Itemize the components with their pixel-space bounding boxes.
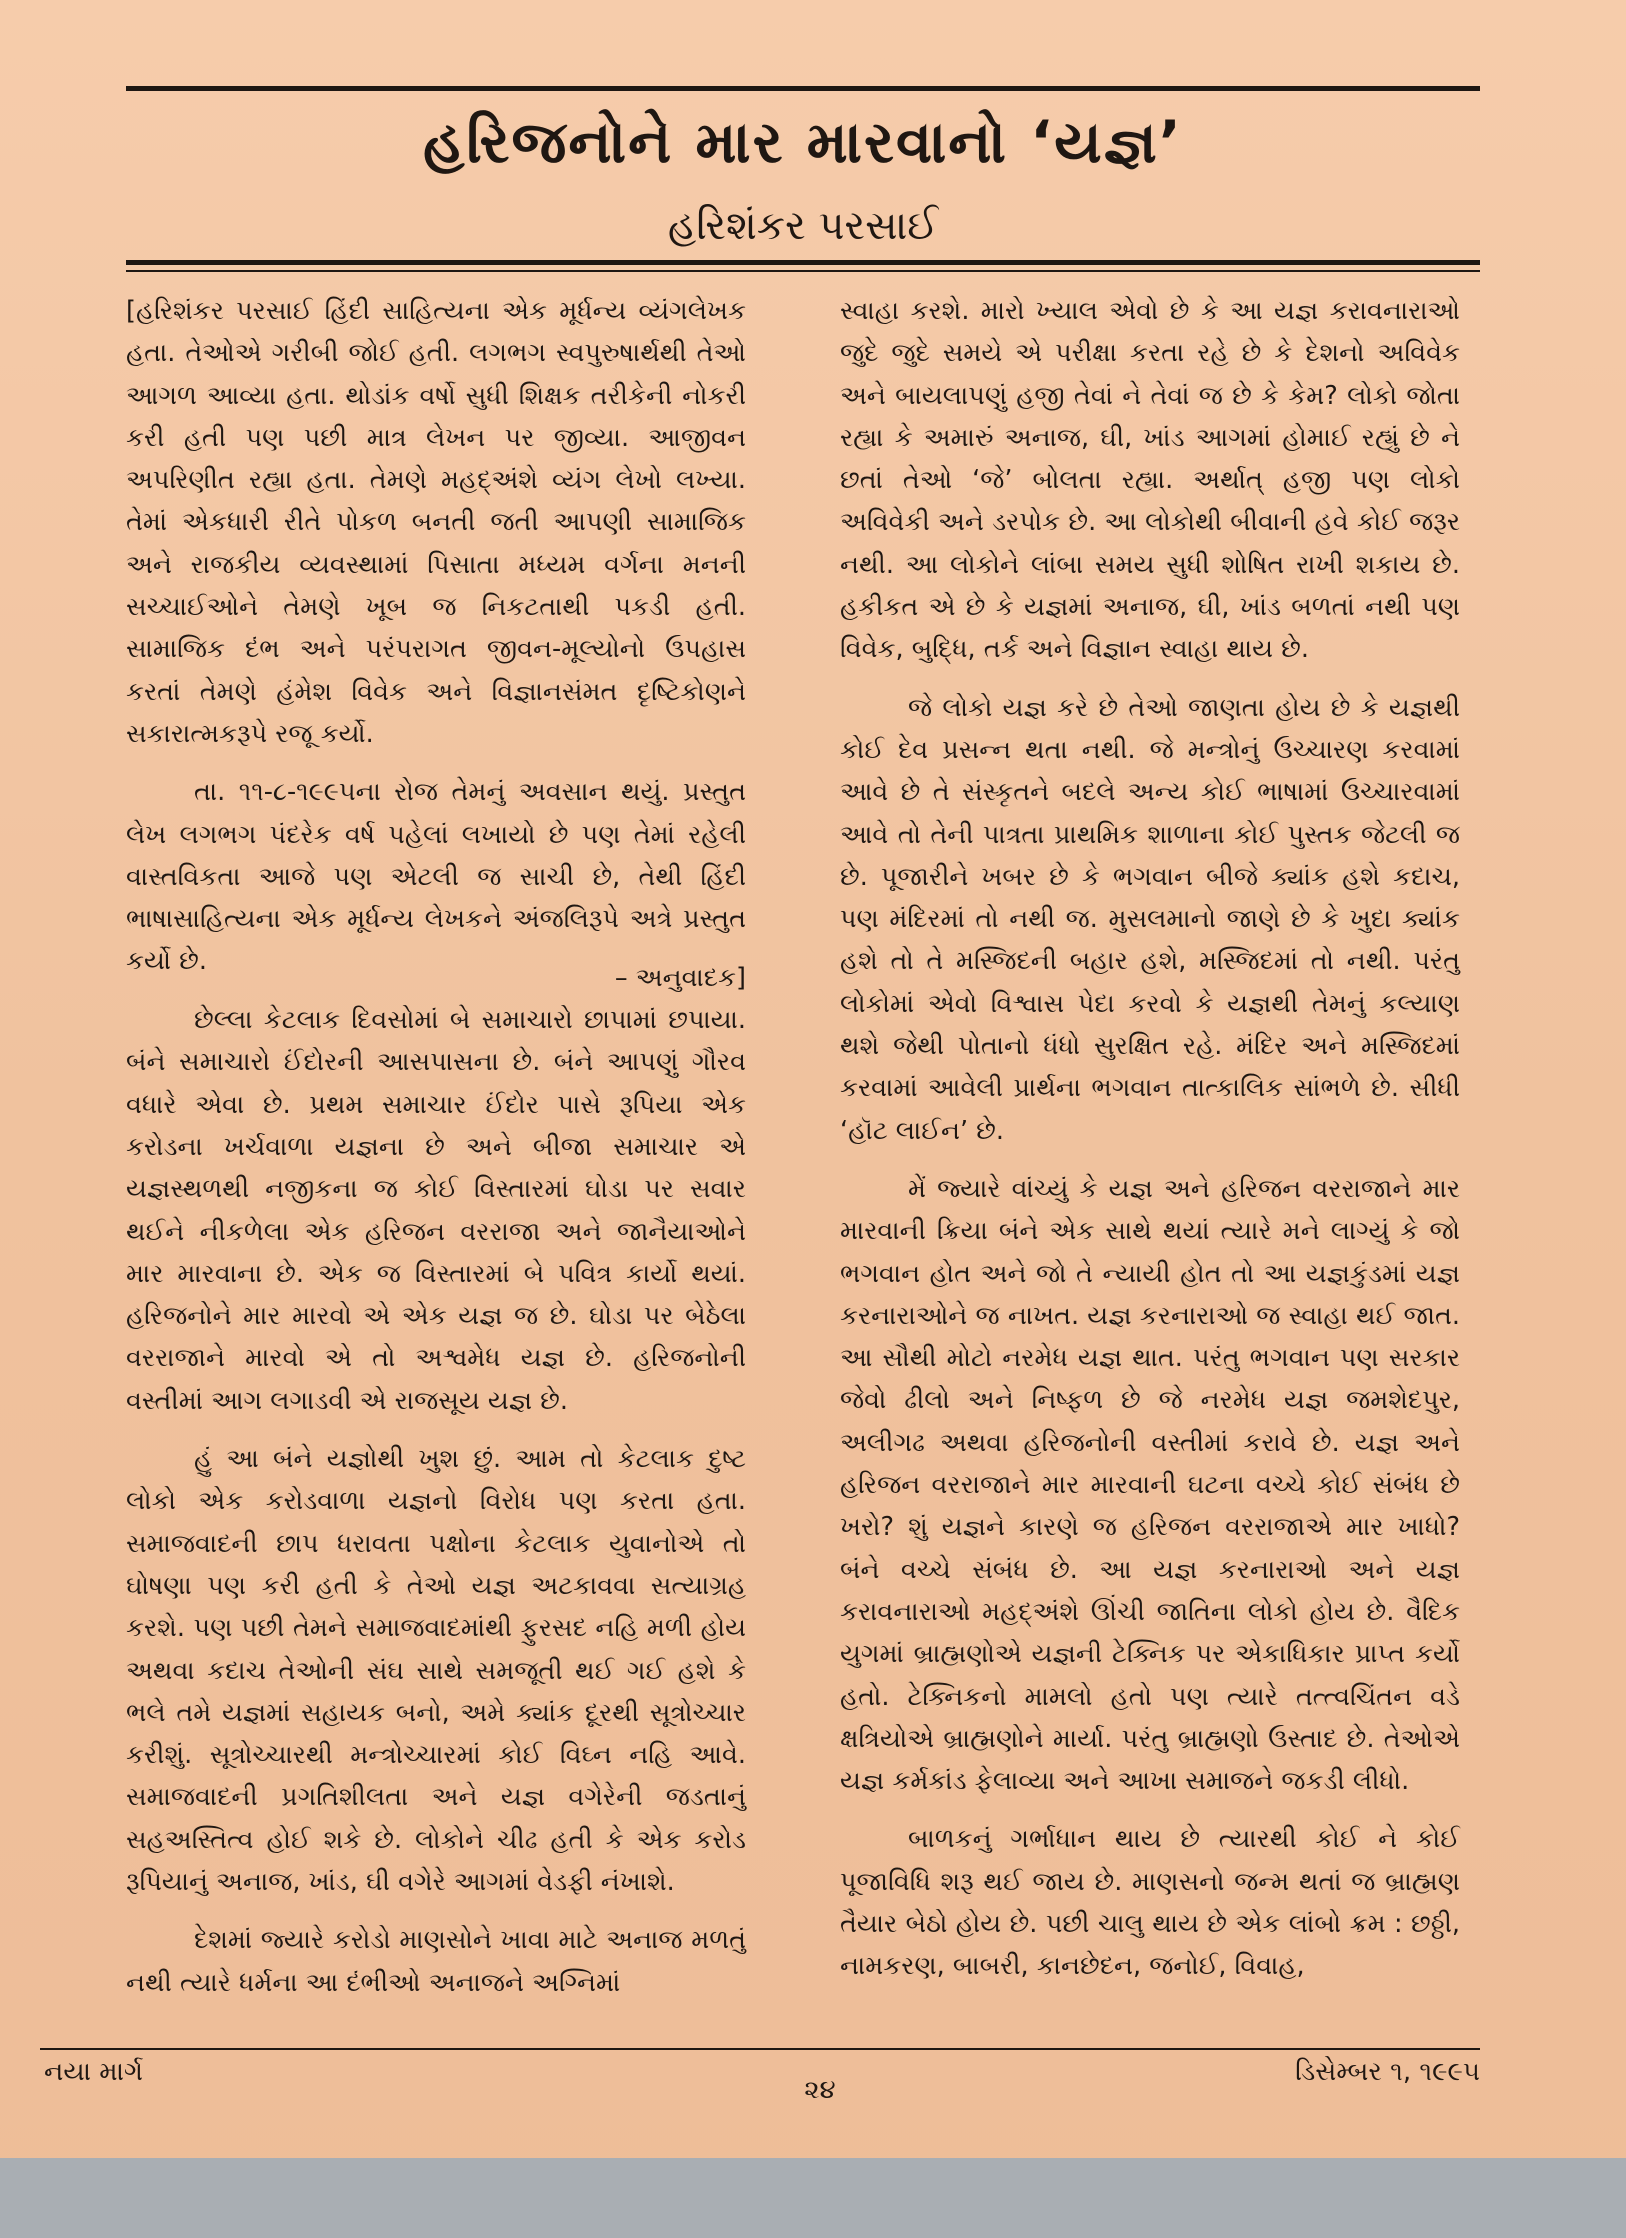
body-paragraph: હું આ બંને યજ્ઞોથી ખુશ છું. આમ તો કેટલાક દુષ્ટ લોકો એક કરોડવાળા યજ્ઞનો વિરોધ પણ કરતા હતા. સમાજવાદની છાપ ધરાવતા પક્ષોના કેટલાક યુવાનોએ તો ઘોષણા પણ કરી હતી કે તેઓ યજ્ઞ અટકાવવા સત્યાગ્રહ કરશે. પણ પછી તેમને સમાજવાદમાંથી ફુરસદ નહિ મળી હોય અથવા કદાચ તેઓની સંઘ સાથે સમજૂતી થઈ ગઈ હશે કે ભલે તમે યજ્ઞમાં સહાયક બનો, અમે ક્યાંક દૂરથી સૂત્રોચ્ચાર કરીશું. સૂત્રોચ્ચારથી મન્ત્રોચ્ચારમાં કોઈ વિઘ્ન નહિ આવે. સમાજવાદની પ્રગતિશીલતા અને યજ્ઞ વગેરેની જડતાનું સહઅસ્તિત્વ હોઈ શકે છે. લોકોને ચીઢ હતી કે એક કરોડ રૂપિયાનું અનાજ, ખાંડ, ઘી વગેરે આગમાં વેડફી નંખાશે.: [126, 1444, 746, 1897]
footer-rule: [40, 2048, 1480, 2050]
body-paragraph: છેલ્લા કેટલાક દિવસોમાં બે સમાચારો છાપામાં છપાયા. બંને સમાચારો ઈંદોરની આસપાસના છે. બંને આપણું ગૌરવ વધારે એવા છે. પ્રથમ સમાચાર ઈંદોર પાસે રૂપિયા એક કરોડના ખર્ચવાળા યજ્ઞના છે અને બીજા સમાચાર એ યજ્ઞસ્થળથી નજીકના જ કોઈ વિસ્તારમાં ઘોડા પર સવાર થઈને નીકળેલા એક હરિજન વરરાજા અને જાનૈયાઓને માર મારવાના છે. એક જ વિસ્તારમાં બે પવિત્ર કાર્યો થયાં. હરિજનોને માર મારવો એ એક યજ્ઞ જ છે. ઘોડા પર બેઠેલા વરરાજાને મારવો એ તો અશ્વમેધ યજ્ઞ છે. હરિજનોની વસ્તીમાં આગ લગાડવી એ રાજસૂય યજ્ઞ છે.: [126, 1005, 746, 1416]
body-paragraph: બાળકનું ગર્ભાધાન થાય છે ત્યારથી કોઈ ને કોઈ પૂજાવિધિ શરૂ થઈ જાય છે. માણસનો જન્મ થતાં જ બ્રાહ્મણ તૈયાર બેઠો હોય છે. પછી ચાલુ થાય છે એક લાંબો ક્રમ : છઠ્ઠી, નામકરણ, બાબરી, કાનછેદન, જનોઈ, વિવાહ,: [840, 1824, 1460, 1982]
translator-sign: – અનુવાદક]: [614, 962, 746, 993]
header-rule-thin: [126, 270, 1480, 272]
magazine-name: નયા માર્ગ: [44, 2057, 144, 2087]
body-paragraph: મેં જ્યારે વાંચ્યું કે યજ્ઞ અને હરિજન વરરાજાને માર મારવાની ક્રિયા બંને એક સાથે થયાં ત્યારે મને લાગ્યું કે જો ભગવાન હોત અને જો તે ન્યાયી હોત તો આ યજ્ઞકુંડમાં યજ્ઞ કરનારાઓને જ નાખત. યજ્ઞ કરનારાઓ જ સ્વાહા થઈ જાત. આ સૌથી મોટો નરમેધ યજ્ઞ થાત. પરંતુ ભગવાન પણ સરકાર જેવો ઢીલો અને નિષ્ફળ છે જે નરમેધ યજ્ઞ જમશેદપુર, અલીગઢ અથવા હરિજનોની વસ્તીમાં કરાવે છે. યજ્ઞ અને હરિજન વરરાજાને માર મારવાની ઘટના વચ્ચે કોઈ સંબંધ છે ખરો? શું યજ્ઞને કારણે જ હરિજન વરરાજાએ માર ખાધો? બંને વચ્ચે સંબંધ છે. આ યજ્ઞ કરનારાઓ અને યજ્ઞ કરાવનારાઓ મહદ્અંશે ઊંચી જાતિના લોકો હોય છે. વૈદિક યુગમાં બ્રાહ્મણોએ યજ્ઞની ટેક્નિક પર એકાધિકાર પ્રાપ્ત કર્યો હતો. ટેક્નિકનો મામલો હતો પણ ત્યારે તત્ત્વચિંતન વડે ક્ષત્રિયોએ બ્રાહ્મણોને માર્યા. પરંતુ બ્રાહ્મણો ઉસ્તાદ છે. તેઓએ યજ્ઞ કર્મકાંડ ફેલાવ્યા અને આખા સમાજને જકડી લીધો.: [840, 1173, 1460, 1797]
body-paragraph: સ્વાહા કરશે. મારો ખ્યાલ એવો છે કે આ યજ્ઞ કરાવનારાઓ જુદે જુદે સમયે એ પરીક્ષા કરતા રહે છે કે દેશનો અવિવેક અને બાયલાપણું હજી તેવાં ને તેવાં જ છે કે કેમ? લોકો જોતા રહ્યા કે અમારું અનાજ, ઘી, ખાંડ આગમાં હોમાઈ રહ્યું છે ને છતાં તેઓ ‘જે’ બોલતા રહ્યા. અર્થાત્ હજી પણ લોકો અવિવેકી અને ડરપોક છે. આ લોકોથી બીવાની હવે કોઈ જરૂર નથી. આ લોકોને લાંબા સમય સુધી શોષિત રાખી શકાય છે. હકીકત એ છે કે યજ્ઞમાં અનાજ, ઘી, ખાંડ બળતાં નથી પણ વિવેક, બુદ્ધિ, તર્ક અને વિજ્ઞાન સ્વાહા થાય છે.: [840, 296, 1460, 665]
body-paragraph: જે લોકો યજ્ઞ કરે છે તેઓ જાણતા હોય છે કે યજ્ઞથી કોઈ દેવ પ્રસન્ન થતા નથી. જે મન્ત્રોનું ઉચ્ચારણ કરવામાં આવે છે તે સંસ્કૃતને બદલે અન્ય કોઈ ભાષામાં ઉચ્ચારવામાં આવે તો તેની પાત્રતા પ્રાથમિક શાળાના કોઈ પુસ્તક જેટલી જ છે. પૂજારીને ખબર છે કે ભગવાન બીજે ક્યાંક હશે કદાચ, પણ મંદિરમાં તો નથી જ. મુસલમાનો જાણે છે કે ખુદા ક્યાંક હશે તો તે મસ્જિદની બહાર હશે, મસ્જિદમાં તો નથી. પરંતુ લોકોમાં એવો વિશ્વાસ પેદા કરવો કે યજ્ઞથી તેમનું કલ્યાણ થશે જેથી પોતાનો ધંધો સુરક્ષિત રહે. મંદિર અને મસ્જિદમાં કરવામાં આવેલી પ્રાર્થના ભગવાન તાત્કાલિક સાંભળે છે. સીધી ‘હૉટ લાઈન’ છે.: [840, 692, 1460, 1146]
page-number: ૨૪: [804, 2075, 836, 2105]
issue-date: ડિસેમ્બર ૧, ૧૯૯૫: [1295, 2057, 1480, 2087]
body-paragraph: દેશમાં જ્યારે કરોડો માણસોને ખાવા માટે અનાજ મળતું નથી ત્યારે ધર્મના આ દંભીઓ અનાજને અગ્નિમાં: [126, 1925, 746, 1998]
right-column: [840, 290, 1460, 2004]
article-title: હરિજનોને માર મારવાનો ‘યજ્ઞ’: [423, 108, 1183, 176]
intro-paragraph-2: તા. ૧૧-૮-૧૯૯૫ના રોજ તેમનું અવસાન થયું. પ્રસ્તુત લેખ લગભગ પંદરેક વર્ષ પહેલાં લખાયો છે પણ તેમાં રહેલી વાસ્તવિકતા આજે પણ એટલી જ સાચી છે, તેથી હિંદી ભાષાસાહિત્યના એક મૂર્ધન્ય લેખકને અંજલિરૂપે અત્રે પ્રસ્તુત કર્યો છે.: [126, 777, 746, 977]
article-author: હરિશંકર પરસાઈ: [667, 203, 939, 249]
left-column: [126, 290, 746, 2020]
header-rule-thick: [126, 260, 1480, 265]
scan-background-edge: [0, 2158, 1626, 2238]
intro-paragraph: [હરિશંકર પરસાઈ હિંદી સાહિત્યના એક મૂર્ધન્ય વ્યંગલેખક હતા. તેઓએ ગરીબી જોઈ હતી. લગભગ સ્વપુરુષાર્થથી તેઓ આગળ આવ્યા હતા. થોડાંક વર્ષો સુધી શિક્ષક તરીકેની નોકરી કરી હતી પણ પછી માત્ર લેખન પર જીવ્યા. આજીવન અપરિણીત રહ્યા હતા. તેમણે મહદ્અંશે વ્યંગ લેખો લખ્યા. તેમાં એકધારી રીતે પોકળ બનતી જતી આપણી સામાજિક અને રાજકીય વ્યવસ્થામાં પિસાતા મધ્યમ વર્ગના મનની સચ્ચાઈઓને તેમણે ખૂબ જ નિકટતાથી પકડી હતી. સામાજિક દંભ અને પરંપરાગત જીવન-મૂલ્યોનો ઉપહાસ કરતાં તેમણે હંમેશ વિવેક અને વિજ્ઞાનસંમત દૃષ્ટિકોણને સકારાત્મકરૂપે રજૂ કર્યો.: [126, 296, 746, 749]
top-rule: [126, 86, 1480, 91]
